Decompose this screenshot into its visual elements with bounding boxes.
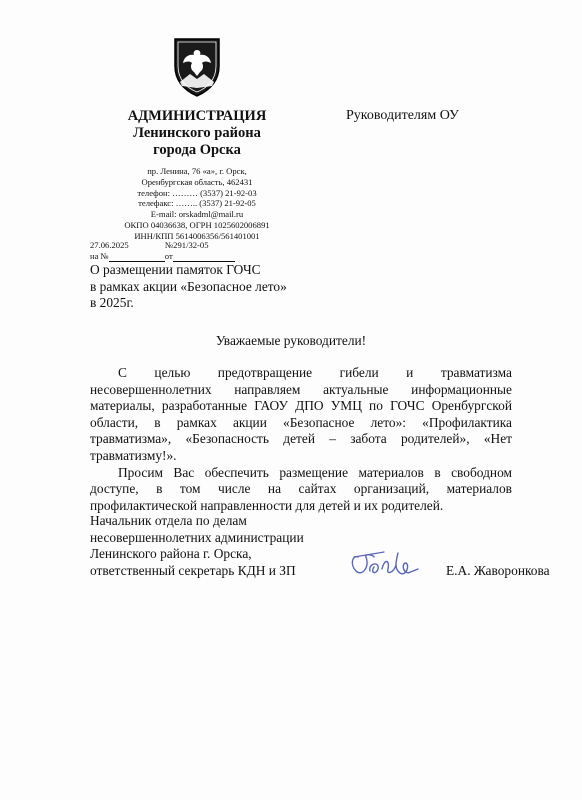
greeting: Уважаемые руководители!: [215, 333, 367, 348]
signatory-title-line: Ленинского района г. Орска,: [90, 546, 252, 561]
reference-date-blank: [173, 251, 235, 262]
organization-name: [102, 108, 292, 159]
address-line: Оренбургская область, 462431: [141, 176, 253, 187]
coat-of-arms-emblem: [172, 36, 222, 98]
letter-body: [90, 365, 512, 514]
subject: [90, 262, 287, 312]
subject-line: в 2025г.: [90, 295, 134, 310]
signatory-title-line: Начальник отдела по делам: [90, 513, 247, 528]
fax-line: телефакс: …….. (3537) 21-92-05: [138, 198, 256, 209]
recipient: Руководителям ОУ: [346, 108, 459, 123]
body-paragraph: Просим Вас обеспечить размещение материалов в свободном доступе, в том числе на сайтах организаций, материалов профилактической направленности для детей и их родителей.: [90, 464, 512, 513]
reference-number-blank: [109, 251, 165, 262]
email-line: E-mail: orskadml@mail.ru: [150, 209, 244, 220]
signatory-title-line: ответственный секретарь КДН и ЗП: [90, 562, 296, 578]
reference-prefix: на №: [90, 251, 109, 261]
body-paragraph: С целью предотвращение гибели и травматизма несовершеннолетних направляем актуальные информационные материалы, разработанные ГАОУ ДПО УМЦ по ГОЧС Оренбургской области, в рамках акции «Безопасное лето»: «Профилактика травматизма», «Безопасность детей – забота родителей», «Нет травматизму!».: [90, 365, 512, 463]
signatory-name: Е.А. Жаворонкова: [446, 563, 550, 578]
org-line-3: города Орска: [153, 142, 241, 158]
registration-date: 27.06.2025: [90, 240, 129, 250]
subject-line: в рамках акции «Безопасное лето»: [90, 278, 287, 294]
reference-line: [90, 251, 235, 262]
phone-line: телефон: ……… (3537) 21-92-03: [137, 187, 257, 198]
org-line-1: АДМИНИСТРАЦИЯ: [127, 108, 267, 124]
signatory-title-line: несовершеннолетних администрации: [90, 529, 304, 545]
subject-line: О размещении памяток ГОЧС: [90, 262, 261, 277]
inn-line: ИНН/КПП 5614006356/561401001: [134, 230, 260, 241]
org-line-2: Ленинского района: [133, 125, 261, 141]
registration-line: [90, 240, 209, 250]
signatory-title: [90, 513, 304, 579]
reference-from: от: [164, 251, 173, 261]
registration-number: №291/32-05: [164, 240, 209, 250]
okpo-line: ОКПО 04036638, ОГРН 1025602006891: [124, 219, 270, 230]
address-line: пр. Ленина, 76 «а», г. Орск,: [147, 166, 247, 176]
address-block: [108, 166, 286, 242]
handwritten-signature: [344, 543, 444, 583]
